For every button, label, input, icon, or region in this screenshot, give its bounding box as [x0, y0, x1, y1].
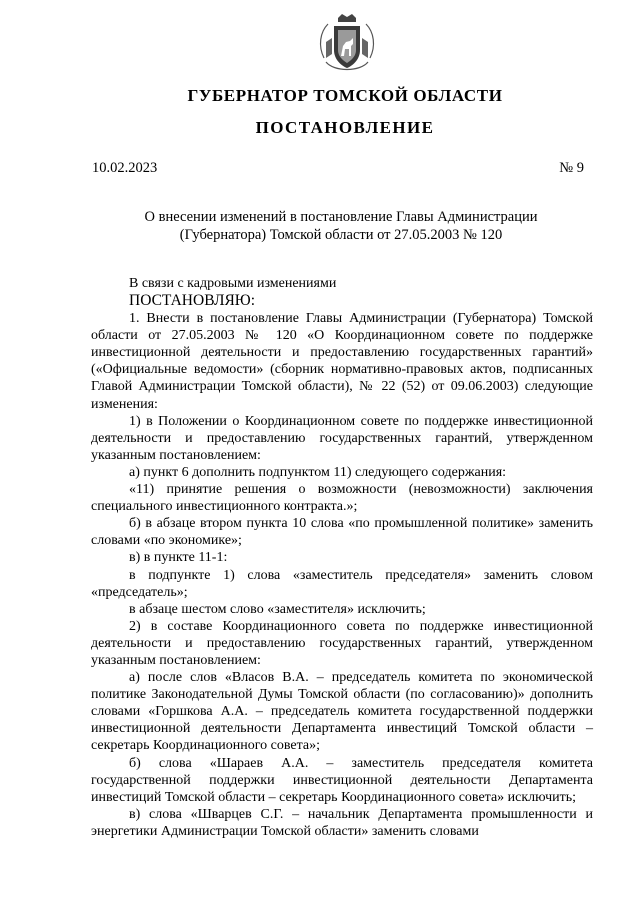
paragraph: в) в пункте 11-1:	[129, 550, 228, 566]
governor-title: ГУБЕРНАТОР ТОМСКОЙ ОБЛАСТИ	[187, 86, 503, 105]
paragraph: в абзаце шестом слово «заместителя» исключить;	[129, 601, 426, 617]
paragraph: В связи с кадровыми изменениями	[129, 276, 337, 291]
paragraph: б) слова «Шараев А.А. – заместитель председателя комитета государственной поддержки инвестиционной деятельности Департамента инвестиций Томской области – секретарь Координационного совета» исключить;	[91, 755, 593, 805]
paragraph: 1) в Положении о Координационном совете по поддержке инвестиционной деятельности и предоставлению государственных гарантий, утвержденном указанным постановлением:	[91, 413, 593, 463]
paragraph: в) слова «Шварцев С.Г. – начальник Департамента промышленности и энергетики Администрации Томской области» заменить словами	[91, 806, 593, 839]
document-number: № 9	[559, 160, 584, 176]
document-subject	[100, 208, 582, 244]
paragraph: б) в абзаце втором пункта 10 слова «по промышленной политике» заменить словами «по экономике»;	[91, 516, 593, 549]
paragraph: «11) принятие решения о возможности (невозможности) заключения специального инвестиционного контракта.»;	[91, 482, 593, 515]
document-date: 10.02.2023	[92, 160, 158, 176]
document-type: ПОСТАНОВЛЕНИЕ	[255, 118, 435, 137]
paragraph: а) пункт 6 дополнить подпунктом 11) следующего содержания:	[129, 464, 507, 480]
document-body	[91, 275, 593, 840]
resolve-heading: ПОСТАНОВЛЯЮ:	[129, 292, 256, 310]
subject-line: О внесении изменений в постановление Главы Администрации	[144, 209, 538, 225]
paragraph: а) после слов «Власов В.А. – председатель комитета по экономической политике Законодательной Думы Томской области (по согласованию)» дополнить словами «Горшкова А.А. – председатель комитета государственной поддержки инвестиционной деятельности Департамента инвестиций Томской области – секретарь Координационного совета»;	[91, 670, 593, 754]
paragraph: 2) в составе Координационного совета по поддержке инвестиционной деятельности и предоставлению государственных гарантий, утвержденном указанным постановлением:	[91, 618, 593, 668]
paragraph: 1. Внести в постановление Главы Администрации (Губернатора) Томской области от 27.05.2003 № 120 «О Координационном совете по поддержке инвестиционной деятельности и предоставлению государственных гарантий» («Официальные ведомости» (сборник нормативно-правовых актов, подписанных Главой Администрации Томской области), № 22 (52) от 09.06.2003) следующие изменения:	[91, 311, 593, 412]
subject-line: (Губернатора) Томской области от 27.05.2003 № 120	[179, 227, 503, 243]
tomsk-coat-of-arms-icon	[316, 14, 378, 78]
paragraph: в подпункте 1) слова «заместитель председателя» заменить словом «председатель»;	[91, 567, 593, 600]
